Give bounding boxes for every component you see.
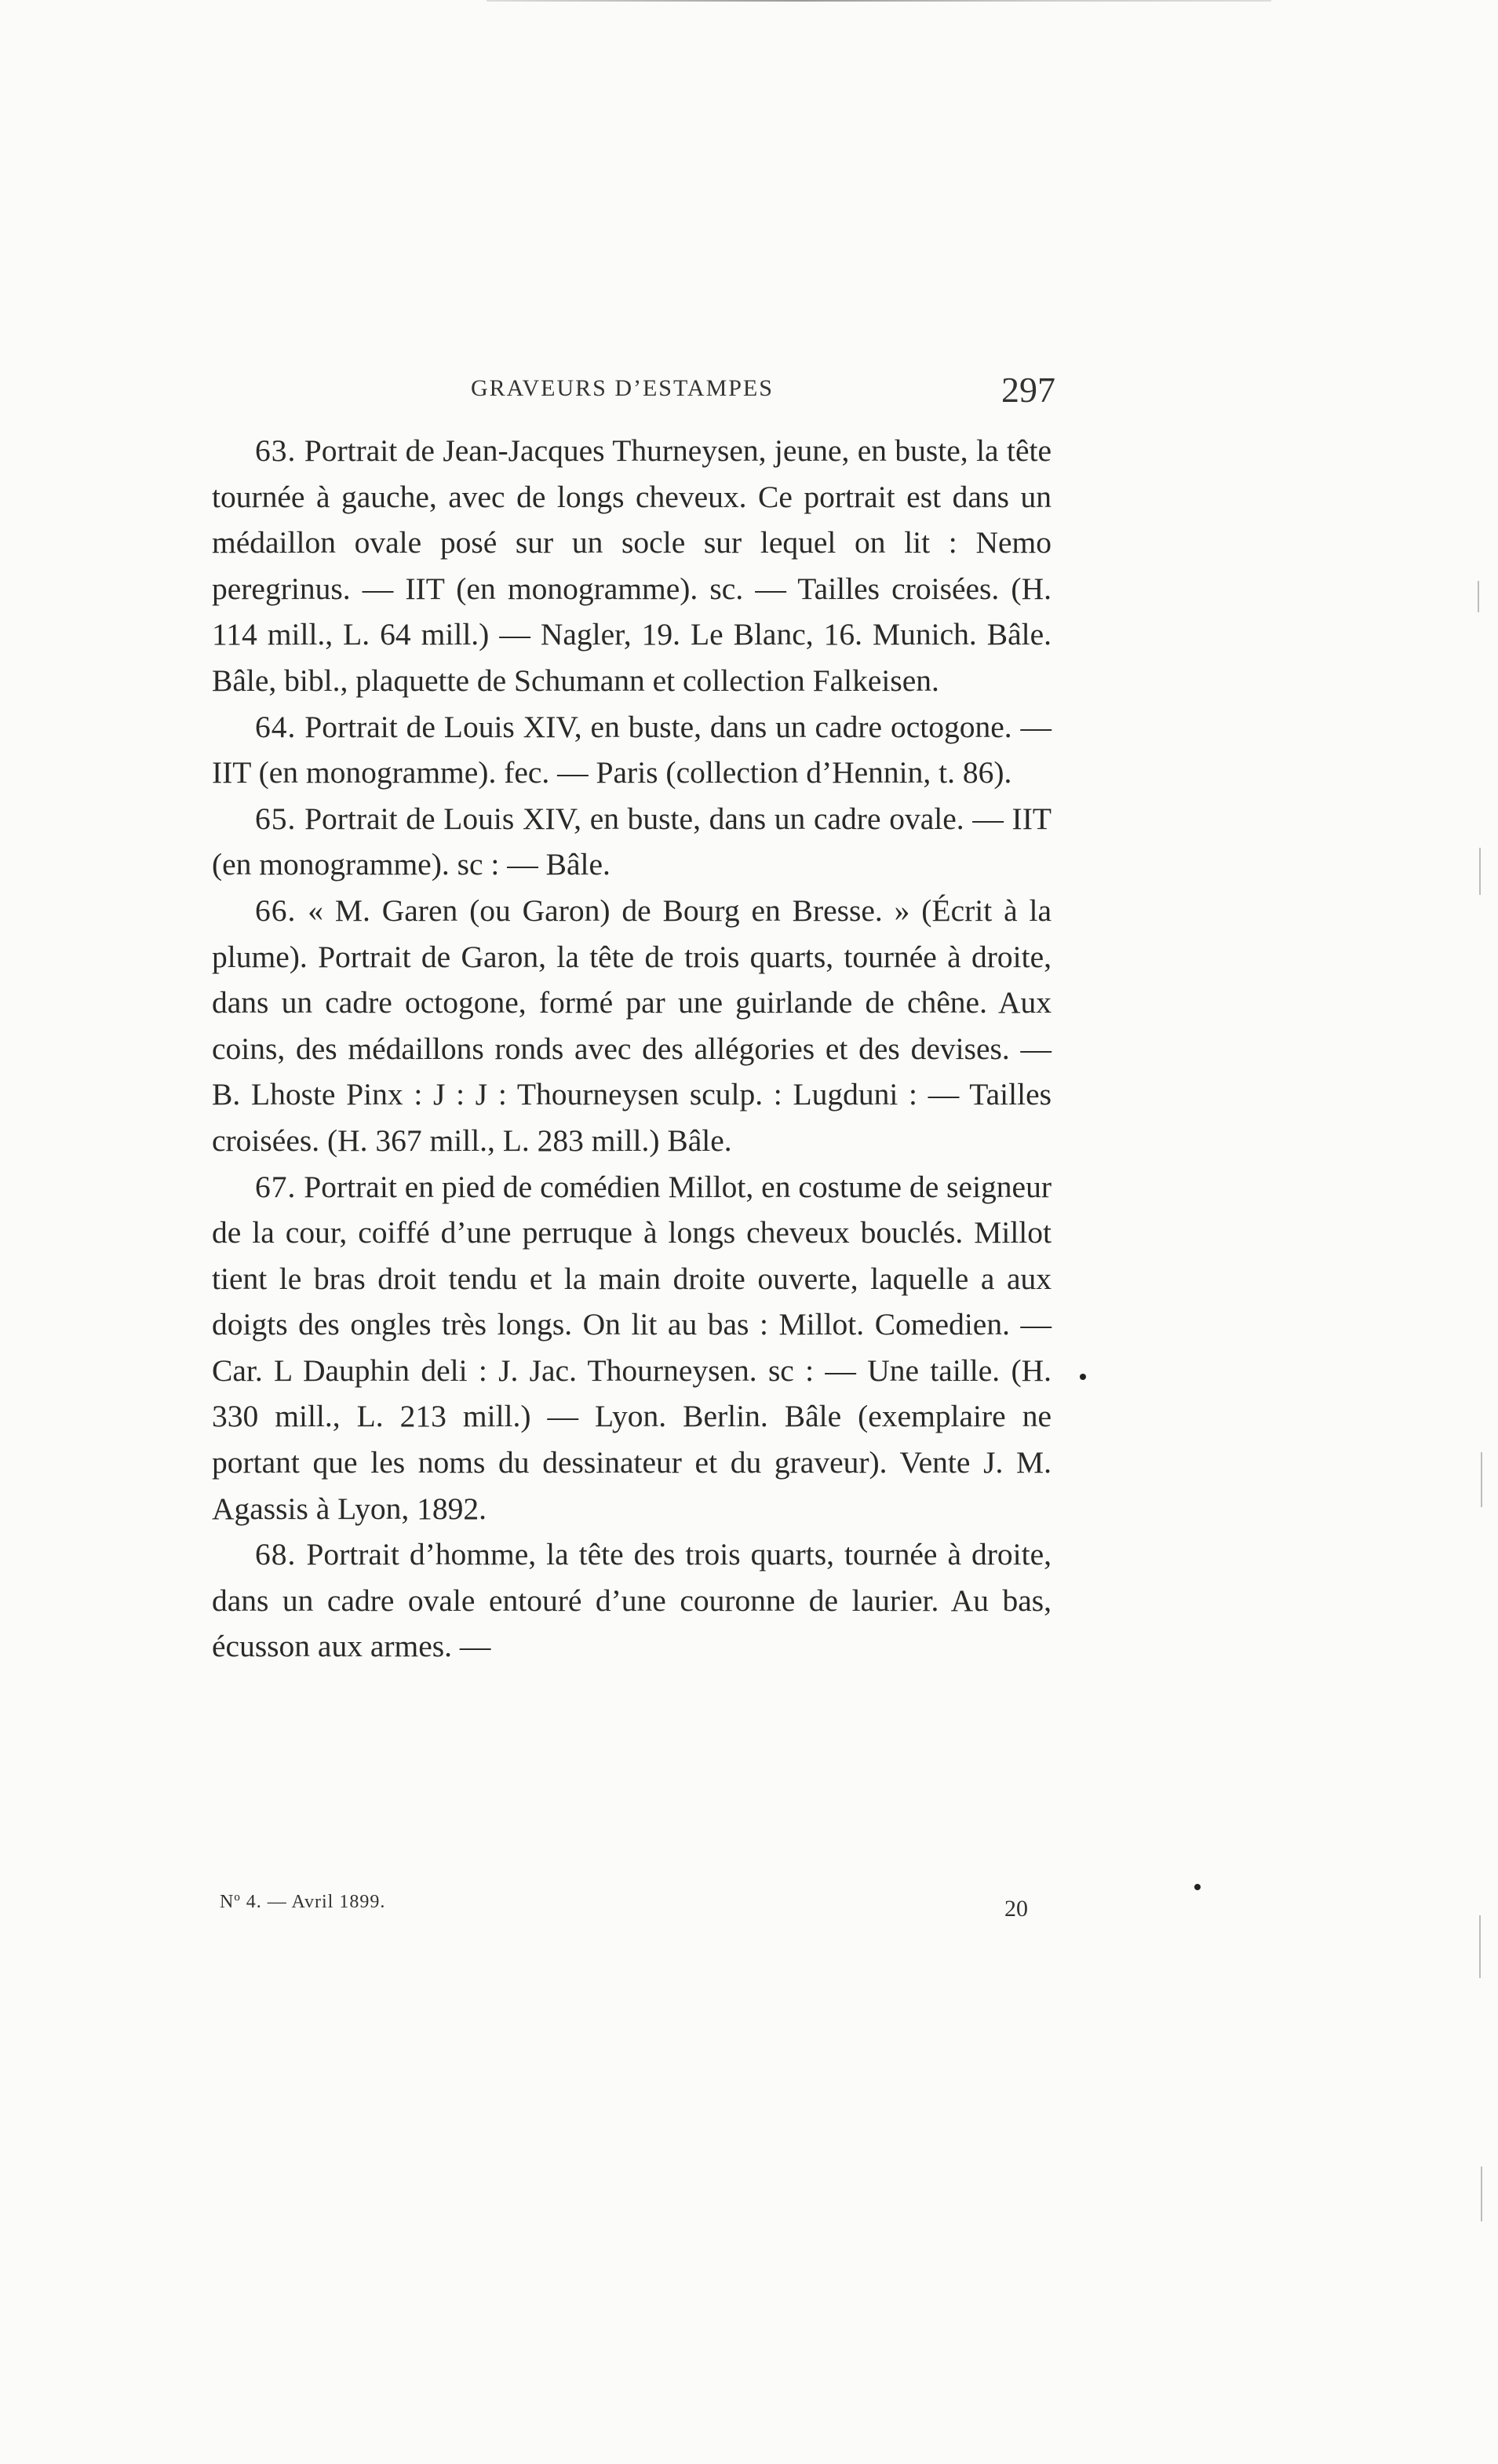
printer-signature: Nº 4. — Avril 1899. xyxy=(220,1892,386,1912)
entry-number: 66. xyxy=(255,893,297,928)
footer xyxy=(212,1888,1028,1927)
entry-number: 63. xyxy=(255,433,297,468)
main-text xyxy=(212,428,1052,1670)
running-head xyxy=(212,369,1055,416)
entry-number: 64. xyxy=(255,709,297,744)
entry-number: 67. xyxy=(255,1169,297,1204)
catalog-entry-64 xyxy=(212,704,1052,796)
entry-text: Portrait de Jean-Jacques Thurneysen, jeune, en buste, la tête tournée à gauche, avec de longs cheveux. Ce portrait est dans un médaillon ovale posé sur un socle sur lequel on lit : Nemo peregrinus. — IIT (en monogramme). sc. — Tailles croisées. (H. 114 mill., L. 64 mill.) — Nagler, 19. Le Blanc, 16. Munich. Bâle. Bâle, bibl., plaquette de Schumann et collection Falkeisen. xyxy=(212,433,1052,698)
entry-text: « M. Garen (ou Garon) de Bourg en Bresse. » (Écrit à la plume). Portrait de Garon, la tête de trois quarts, tournée à droite, dans un cadre octogone, formé par une guirlande de chêne. Aux coins, des médaillons ronds avec des allégories et des devises. — B. Lhoste Pinx : J : J : Thourneysen sculp. : Lugduni : — Tailles croisées. (H. 367 mill., L. 283 mill.) Bâle. xyxy=(212,893,1052,1158)
running-title: GRAVEURS D’ESTAMPES xyxy=(471,375,774,401)
catalog-entry-66 xyxy=(212,888,1052,1164)
page-number: 297 xyxy=(1001,370,1055,410)
scan-mark xyxy=(1478,581,1479,612)
scan-speck xyxy=(1194,1884,1201,1890)
entry-number: 65. xyxy=(255,801,297,836)
entry-text: Portrait de Louis XIV, en buste, dans un cadre octogone. — IIT (en monogramme). fec. — Paris (collection d’Hennin, t. 86). xyxy=(212,709,1052,790)
entry-text: Portrait en pied de comédien Millot, en costume de seigneur de la cour, coiffé d’une perruque à longs cheveux bouclés. Millot tient le bras droit tendu et la main droite ouverte, laquelle a aux doigts des ongles très longs. On lit au bas : Millot. Comedien. — Car. L Dauphin deli : J. Jac. Thourneysen. sc : — Une taille. (H. 330 mill., L. 213 mill.) — Lyon. Berlin. Bâle (exemplaire ne portant que les noms du dessinateur et du graveur). Vente J. M. Agassis à Lyon, 1892. xyxy=(212,1169,1052,1526)
catalog-entry-63 xyxy=(212,428,1052,704)
signature-number: 20 xyxy=(1004,1896,1028,1922)
scan-mark xyxy=(1479,848,1481,895)
scan-speck xyxy=(1080,1374,1086,1380)
scan-mark xyxy=(1481,1452,1482,1507)
scan-mark xyxy=(1481,2166,1482,2221)
entry-text: Portrait de Louis XIV, en buste, dans un cadre ovale. — IIT (en monogramme). sc : — Bâle. xyxy=(212,801,1052,882)
scan-edge-line xyxy=(487,0,1271,2)
catalog-entry-65 xyxy=(212,796,1052,888)
catalog-entry-67 xyxy=(212,1164,1052,1532)
entry-text: Portrait d’homme, la tête des trois quarts, tournée à droite, dans un cadre ovale entouré d’une couronne de laurier. Au bas, écusson aux armes. — xyxy=(212,1537,1052,1664)
catalog-entry-68 xyxy=(212,1531,1052,1670)
scan-mark xyxy=(1479,1915,1481,1978)
entry-number: 68. xyxy=(255,1537,297,1572)
